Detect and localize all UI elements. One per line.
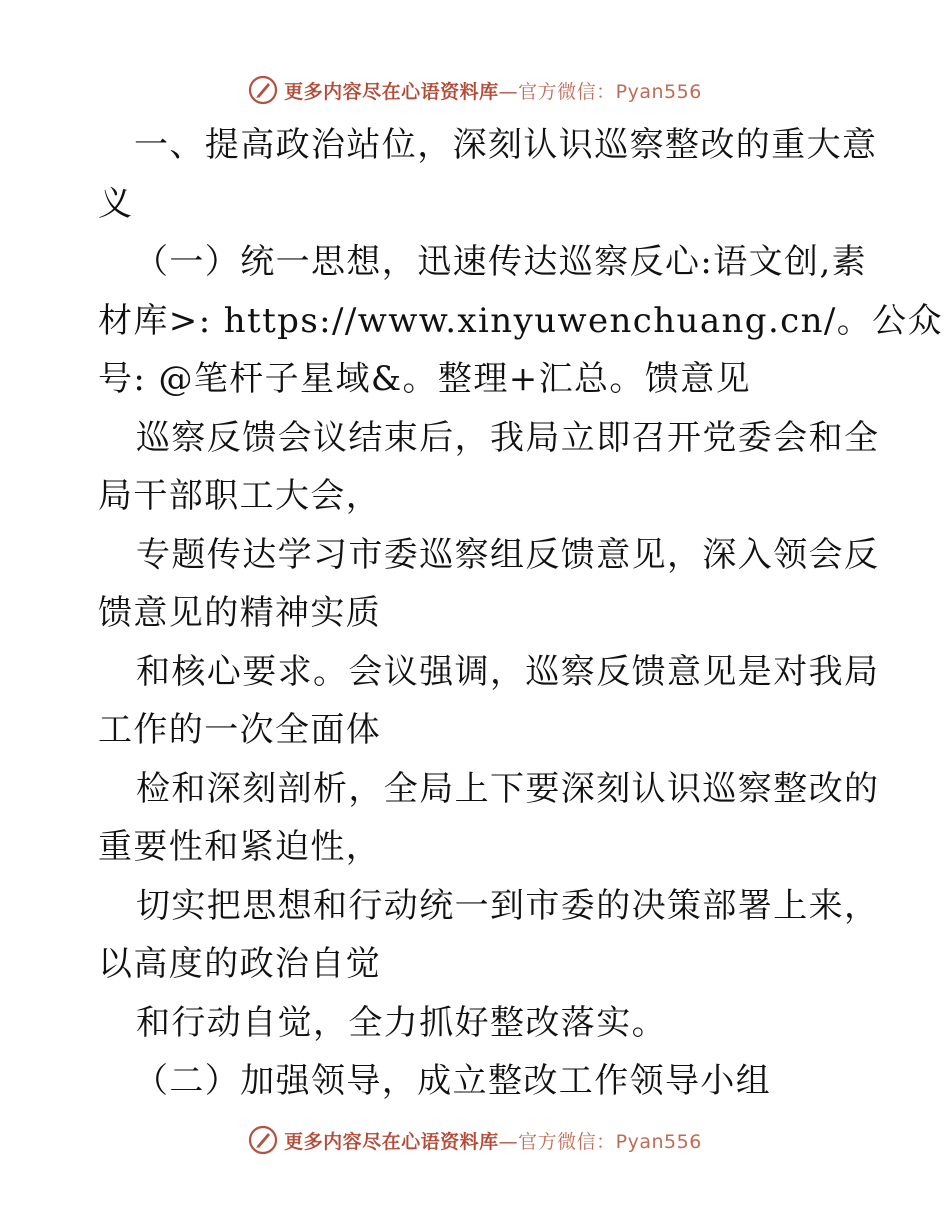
document-body (98, 116, 943, 1111)
watermark-wechat: 官方微信：Pyan556 (518, 1130, 702, 1153)
paragraph-line: 以高度的政治自觉 (98, 944, 382, 984)
paragraph-line: 巡察反馈会议结束后，我局立即召开党委会和全 (136, 417, 880, 458)
paragraph-line: 馈意见的精神实质 (98, 593, 382, 633)
paragraph-line: 重要性和紧迫性， (98, 827, 382, 867)
watermark-text (284, 77, 702, 104)
header-watermark (0, 72, 950, 108)
subsection-heading-1-cont: 号: @笔杆子星域&。整理+汇总。馈意见 (98, 359, 752, 399)
paragraph-line: 局干部职工大会， (98, 476, 382, 516)
paragraph-line: 和核心要求。会议强调，巡察反馈意见是对我局 (136, 651, 880, 692)
subsection-heading-2: （二）加强领导，成立整改工作领导小组 (134, 1061, 772, 1101)
paragraph-line: 和行动自觉，全力抓好整改落实。 (136, 1002, 667, 1043)
section-heading-1: 一、提高政治站位，深刻认识巡察整改的重大意 (134, 125, 878, 165)
footer-watermark (0, 1122, 950, 1158)
watermark-brand: 更多内容尽在心语资料库 (284, 1130, 499, 1153)
watermark-text (284, 1127, 702, 1154)
subsection-heading-1: （一）统一思想，迅速传达巡察反心:语文创,素 (134, 242, 868, 282)
watermark-separator: — (498, 1130, 519, 1153)
watermark-brand: 更多内容尽在心语资料库 (284, 80, 499, 103)
watermark-separator: — (498, 80, 519, 103)
paragraph-line: 切实把思想和行动统一到市委的决策部署上来， (136, 885, 880, 926)
paragraph-line: 专题传达学习市委巡察组反馈意见，深入领会反 (136, 534, 880, 575)
quill-seal-icon (248, 75, 278, 105)
watermark-wechat: 官方微信：Pyan556 (518, 80, 702, 103)
section-heading-1-cont: 义 (98, 183, 134, 224)
paragraph-line: 工作的一次全面体 (98, 710, 382, 750)
subsection-heading-1-cont: 材库>: https://www.xinyuwenchuang.cn/。公众 (98, 300, 943, 341)
quill-seal-icon (248, 1125, 278, 1155)
paragraph-line: 检和深刻剖析，全局上下要深刻认识巡察整改的 (136, 768, 880, 809)
